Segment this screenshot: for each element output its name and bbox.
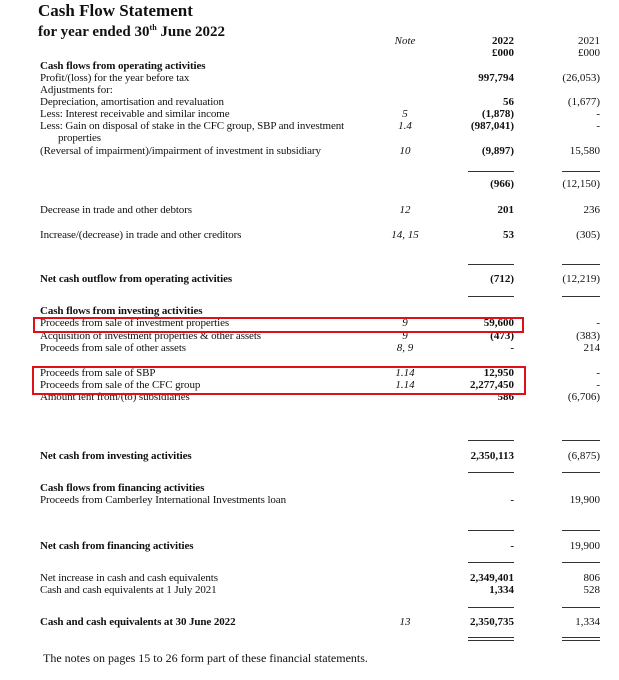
rule bbox=[468, 171, 514, 172]
debtors-label: Decrease in trade and other debtors bbox=[40, 204, 192, 216]
unit-2022-header: £000 bbox=[492, 47, 514, 59]
row-value-2022: (9,897) bbox=[481, 145, 514, 157]
double-rule bbox=[468, 637, 514, 638]
rule bbox=[562, 562, 600, 563]
rule bbox=[468, 440, 514, 441]
rule bbox=[468, 562, 514, 563]
financing-total-2021: 19,900 bbox=[569, 540, 600, 552]
page-subtitle bbox=[38, 20, 225, 40]
row-note: 1.14 bbox=[395, 367, 415, 379]
opening-2021: 528 bbox=[583, 584, 600, 596]
rule bbox=[468, 264, 514, 265]
row-label: (Reversal of impairment)/impairment of investment in subsidiary bbox=[40, 145, 321, 157]
row-value-2021: - bbox=[596, 367, 600, 379]
operating-total-2022: (712) bbox=[490, 273, 514, 285]
double-rule bbox=[562, 637, 600, 638]
row-label: Acquisition of investment properties & other assets bbox=[40, 330, 261, 342]
investing-total-2021: (6,875) bbox=[567, 450, 600, 462]
page-title: Cash Flow Statement bbox=[38, 1, 193, 20]
row-label: Less: Gain on disposal of stake in the CFC group, SBP and investment bbox=[40, 120, 345, 132]
increase-label: Net increase in cash and cash equivalents bbox=[40, 572, 218, 584]
row-label: properties bbox=[58, 132, 101, 144]
operating-total-2021: (12,219) bbox=[562, 273, 600, 285]
financing-heading: Cash flows from financing activities bbox=[40, 482, 205, 494]
operating-total-label: Net cash outflow from operating activities bbox=[40, 273, 233, 285]
year-2022-header: 2022 bbox=[492, 35, 514, 47]
opening-2022: 1,334 bbox=[489, 584, 514, 596]
debtors-2022: 201 bbox=[497, 204, 514, 216]
investing-total-label: Net cash from investing activities bbox=[40, 450, 192, 462]
row-note: 1.14 bbox=[395, 379, 415, 391]
rule bbox=[562, 296, 600, 297]
row-value-2022: 2,277,450 bbox=[470, 379, 514, 391]
row-value-2022: (987,041) bbox=[470, 120, 514, 132]
unit-2021-header: £000 bbox=[578, 47, 600, 59]
rule bbox=[562, 171, 600, 172]
rule bbox=[562, 440, 600, 441]
rule bbox=[468, 472, 514, 473]
row-label: Profit/(loss) for the year before tax bbox=[40, 72, 190, 84]
creditors-label: Increase/(decrease) in trade and other creditors bbox=[40, 229, 242, 241]
rule bbox=[562, 472, 600, 473]
highlight-box bbox=[32, 366, 526, 395]
closing-label: Cash and cash equivalents at 30 June 2022 bbox=[40, 616, 236, 628]
row-value-2021: - bbox=[596, 317, 600, 329]
row-value-2021: (1,677) bbox=[567, 96, 600, 108]
rule bbox=[468, 530, 514, 531]
row-label: Proceeds from sale of SBP bbox=[40, 367, 156, 379]
creditors-2022: 53 bbox=[503, 229, 514, 241]
rule bbox=[468, 296, 514, 297]
closing-2021: 1,334 bbox=[575, 616, 600, 628]
row-value-2021: (26,053) bbox=[562, 72, 600, 84]
operating-heading: Cash flows from operating activities bbox=[40, 60, 206, 72]
row-value-2021: - bbox=[596, 120, 600, 132]
row-label: Depreciation, amortisation and revaluation bbox=[40, 96, 224, 108]
highlight-box bbox=[33, 317, 524, 333]
investing-total-2022: 2,350,113 bbox=[470, 450, 514, 462]
row-value-2021: 15,580 bbox=[569, 145, 600, 157]
row-note: 1.4 bbox=[398, 120, 412, 132]
financing-total-2022: - bbox=[510, 540, 514, 552]
subtitle-text-end: June 2022 bbox=[156, 24, 225, 40]
investing-heading: Cash flows from investing activities bbox=[40, 305, 203, 317]
row-value-2022: 997,794 bbox=[478, 72, 514, 84]
debtors-2021: 236 bbox=[583, 204, 600, 216]
double-rule bbox=[468, 640, 514, 641]
subtitle-text: for year ended 30 bbox=[38, 24, 150, 40]
row-label: Proceeds from sale of the CFC group bbox=[40, 379, 201, 391]
increase-2022: 2,349,401 bbox=[470, 572, 514, 584]
row-label: Adjustments for: bbox=[40, 84, 113, 96]
subtitle-sup: th bbox=[149, 23, 157, 32]
closing-note: 13 bbox=[399, 616, 411, 628]
loan-label: Proceeds from Camberley International Investments loan bbox=[40, 494, 286, 506]
row-value-2022: - bbox=[510, 342, 514, 354]
opening-label: Cash and cash equivalents at 1 July 2021 bbox=[40, 584, 217, 596]
row-value-2021: (6,706) bbox=[567, 391, 600, 403]
rule bbox=[562, 607, 600, 608]
closing-2022: 2,350,735 bbox=[470, 616, 514, 628]
row-value-2021: 214 bbox=[583, 342, 600, 354]
row-note: 9 bbox=[402, 317, 408, 329]
row-label: Proceeds from sale of other assets bbox=[40, 342, 186, 354]
row-note: 5 bbox=[402, 108, 408, 120]
row-value-2022: 59,600 bbox=[483, 317, 514, 329]
loan-2021: 19,900 bbox=[569, 494, 600, 506]
row-value-2022: 56 bbox=[503, 96, 514, 108]
debtors-note: 12 bbox=[399, 204, 411, 216]
loan-2022: - bbox=[510, 494, 514, 506]
row-note: 9 bbox=[402, 330, 408, 342]
rule bbox=[562, 264, 600, 265]
row-value-2022: 12,950 bbox=[483, 367, 514, 379]
double-rule bbox=[562, 640, 600, 641]
operating-subtotal-2021: (12,150) bbox=[562, 178, 600, 190]
increase-2021: 806 bbox=[583, 572, 600, 584]
row-value-2022: 586 bbox=[497, 391, 514, 403]
financing-total-label: Net cash from financing activities bbox=[40, 540, 194, 552]
row-label: Less: Interest receivable and similar income bbox=[40, 108, 230, 120]
creditors-2021: (305) bbox=[576, 229, 600, 241]
note-header: Note bbox=[394, 35, 416, 47]
row-value-2021: - bbox=[596, 379, 600, 391]
row-label: Proceeds from sale of investment properties bbox=[40, 317, 230, 329]
row-value-2021: - bbox=[596, 108, 600, 120]
year-2021-header: 2021 bbox=[578, 35, 600, 47]
row-value-2022: (473) bbox=[490, 330, 514, 342]
creditors-note: 14, 15 bbox=[391, 229, 419, 241]
row-value-2021: (383) bbox=[576, 330, 600, 342]
row-note: 8, 9 bbox=[396, 342, 414, 354]
operating-subtotal-2022: (966) bbox=[490, 178, 514, 190]
rule bbox=[468, 607, 514, 608]
row-label: Amount lent from/(to) subsidiaries bbox=[40, 391, 190, 403]
row-note: 10 bbox=[399, 145, 411, 157]
row-value-2022: (1,878) bbox=[481, 108, 514, 120]
footer-note: The notes on pages 15 to 26 form part of these financial statements. bbox=[43, 651, 368, 665]
rule bbox=[562, 530, 600, 531]
